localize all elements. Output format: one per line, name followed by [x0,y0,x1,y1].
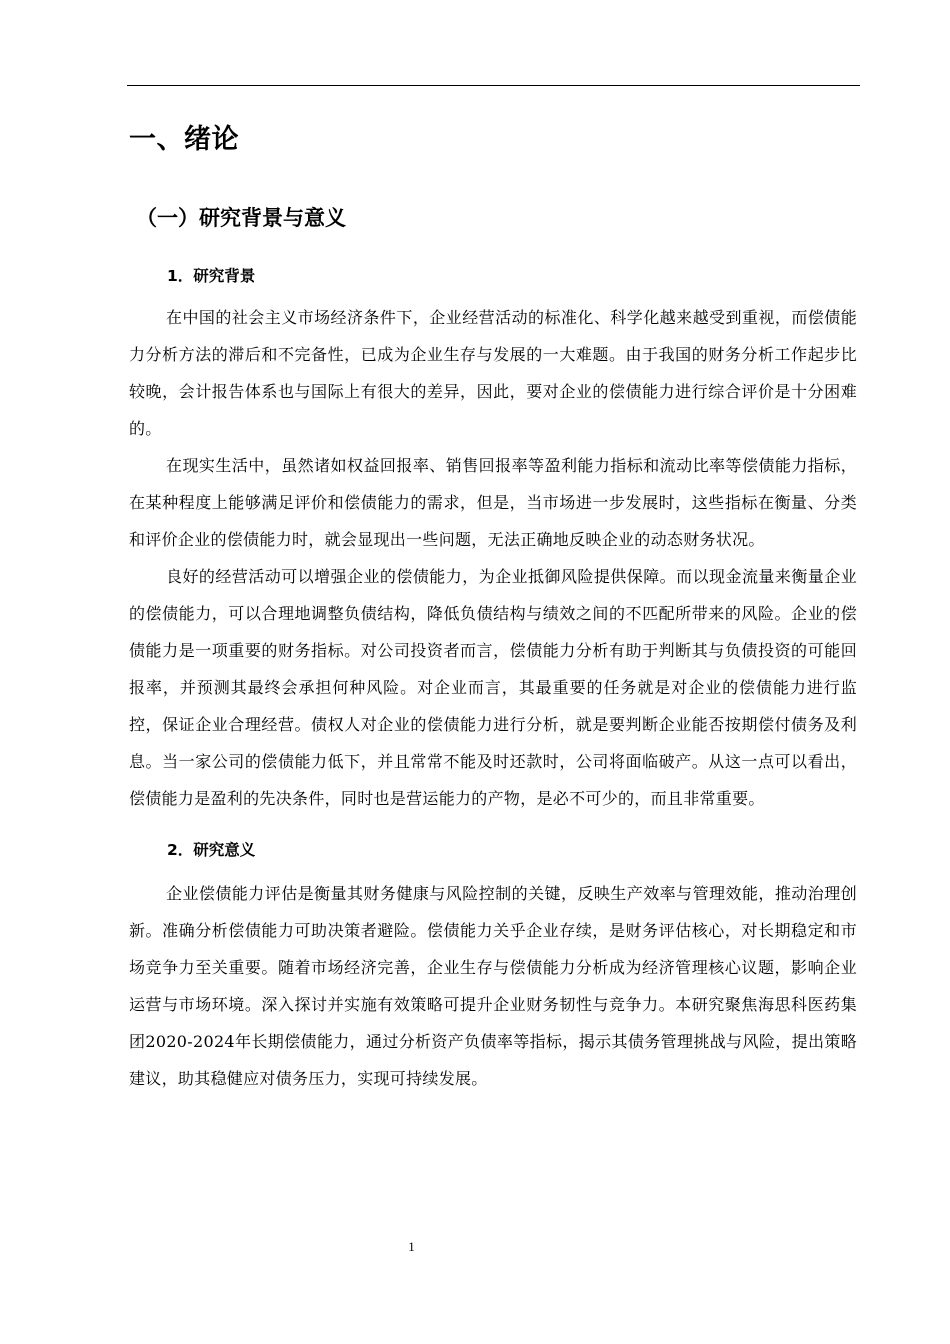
chapter-title: 一、绪论 [129,124,239,155]
paragraph: 在现实生活中，虽然诸如权益回报率、销售回报率等盈利能力指标和流动比率等偿债能力指标，在某种程度上能够满足评价和偿债能力的需求，但是，当市场进一步发展时，这些指标在衡量、分类和评价企业的偿债能力时，就会显现出一些问题，无法正确地反映企业的动态财务状况。 [129,456,857,549]
page-content [129,116,857,1097]
paragraph: 在中国的社会主义市场经济条件下，企业经营活动的标准化、科学化越来越受到重视，而偿债能力分析方法的滞后和不完备性，已成为企业生存与发展的一大难题。由于我国的财务分析工作起步比较晚，会计报告体系也与国际上有很大的差异，因此，要对企业的偿债能力进行综合评价是十分困难的。 [129,308,857,438]
section-title: （一）研究背景与意义 [136,206,346,230]
header-rule [127,85,860,86]
paragraph: 良好的经营活动可以增强企业的偿债能力，为企业抵御风险提供保障。而以现金流量来衡量企业的偿债能力，可以合理地调整负债结构，降低负债结构与绩效之间的不匹配所带来的风险。企业的偿债能力是一项重要的财务指标。对公司投资者而言，偿债能力分析有助于判断其与负债投资的可能回报率，并预测其最终会承担何种风险。对企业而言，其最重要的任务就是对企业的偿债能力进行监控，保证企业合理经营。债权人对企业的偿债能力进行分析，就是要判断企业能否按期偿付债务及利息。当一家公司的偿债能力低下，并且常常不能及时还款时，公司将面临破产。从这一点可以看出，偿债能力是盈利的先决条件，同时也是营运能力的产物，是必不可少的，而且非常重要。 [129,567,857,808]
paragraph: 企业偿债能力评估是衡量其财务健康与风险控制的关键，反映生产效率与管理效能，推动治理创新。准确分析偿债能力可助决策者避险。偿债能力关乎企业存续，是财务评估核心，对长期稳定和市场竞争力至关重要。随着市场经济完善，企业生存与偿债能力分析成为经济管理核心议题，影响企业运营与市场环境。深入探讨并实施有效策略可提升企业财务韧性与竞争力。本研究聚焦海思科医药集团2020-2024年长期偿债能力，通过分析资产负债率等指标，揭示其债务管理挑战与风险，提出策略建议，助其稳健应对债务压力，实现可持续发展。 [129,884,857,1088]
subsection-title-background: 1．研究背景 [167,267,256,285]
page-number: 1 [408,1239,415,1254]
subsection-title-significance: 2．研究意义 [167,841,256,859]
